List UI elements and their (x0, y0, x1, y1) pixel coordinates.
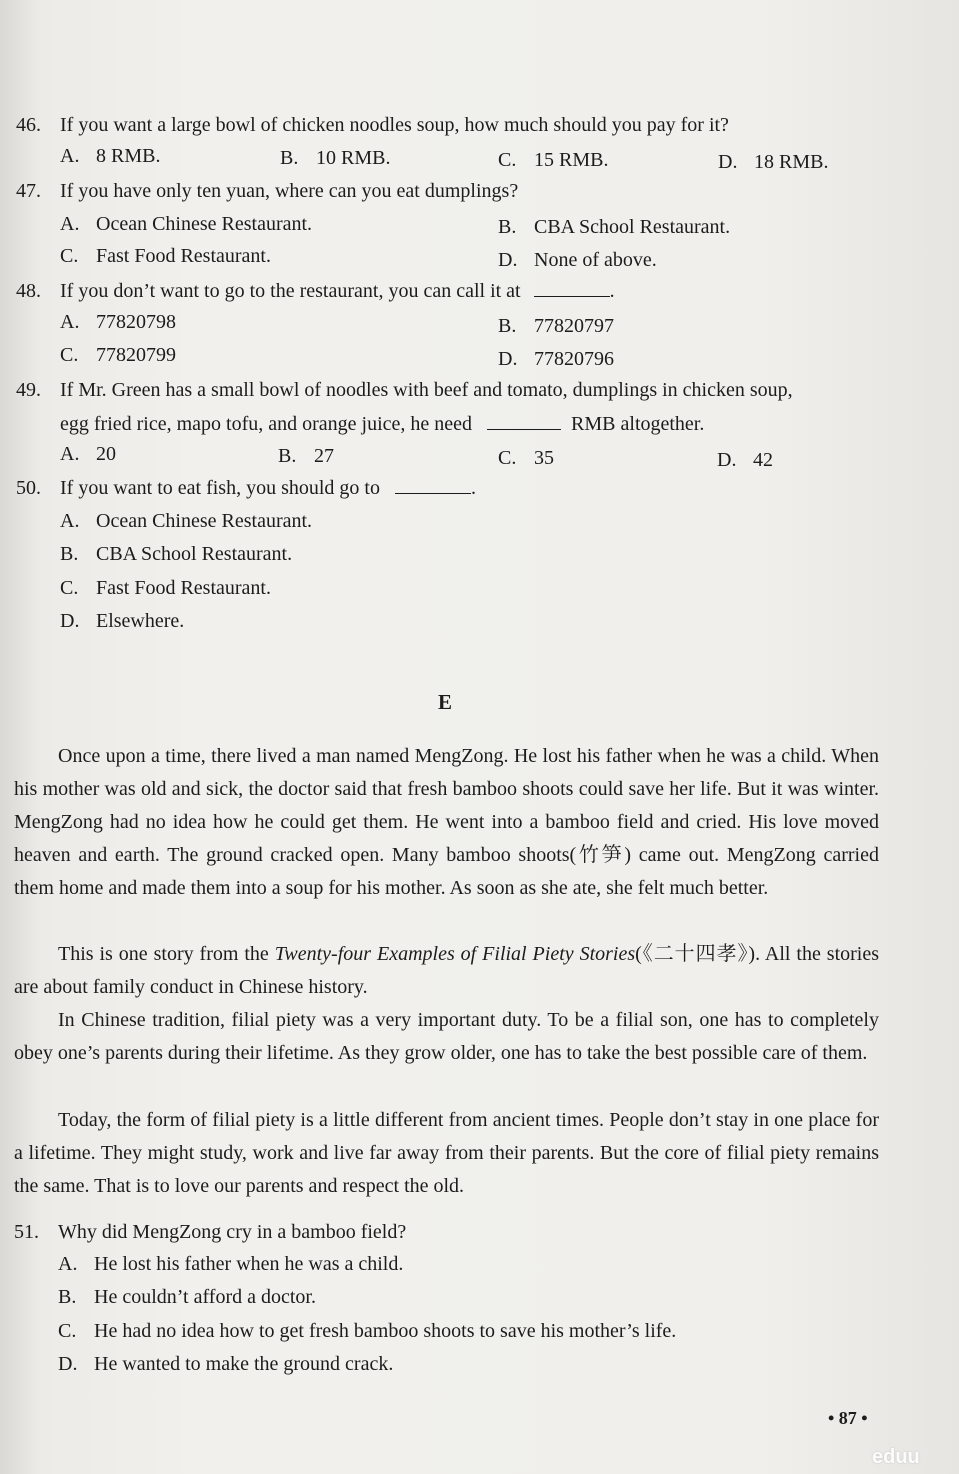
question-text-end: . (470, 477, 476, 499)
option-47-a (60, 210, 312, 238)
section-heading: E (438, 690, 453, 714)
option-50-a (60, 507, 312, 535)
option-50-b (60, 540, 292, 568)
option-49-c (498, 444, 554, 472)
option-50-c (60, 574, 271, 602)
option-47-c (60, 242, 271, 270)
option-48-d (498, 345, 614, 373)
question-50 (16, 474, 476, 502)
option-text: Fast Food Restaurant. (96, 577, 271, 599)
question-text: If Mr. Green has a small bowl of noodles with beef and tomato, dumplings in chicken soup, (60, 379, 793, 401)
passage-paragraph-2 (14, 938, 879, 1004)
option-letter: C. (60, 344, 79, 366)
option-letter: B. (60, 543, 79, 565)
answer-blank (395, 475, 471, 494)
option-letter: A. (60, 510, 80, 532)
option-text: Fast Food Restaurant. (96, 245, 271, 267)
option-text: 42 (753, 449, 773, 471)
option-46-b (280, 144, 390, 172)
option-47-b (498, 213, 730, 241)
option-text: 77820796 (534, 348, 614, 370)
question-text: If you have only ten yuan, where can you eat dumplings? (60, 180, 519, 202)
question-51 (14, 1218, 406, 1246)
option-letter: A. (60, 311, 80, 333)
option-48-b (498, 312, 614, 340)
question-number: 47. (16, 180, 41, 202)
option-text: CBA School Restaurant. (534, 216, 731, 238)
question-number: 49. (16, 379, 41, 401)
option-text: He had no idea how to get fresh bamboo shoots to save his mother’s life. (94, 1320, 677, 1342)
answer-blank (487, 411, 561, 430)
option-51-c (58, 1317, 676, 1345)
option-text: 77820799 (96, 344, 176, 366)
option-51-d (58, 1350, 393, 1378)
option-letter: A. (60, 213, 80, 235)
option-48-a (60, 308, 176, 336)
option-text: He couldn’t afford a doctor. (94, 1286, 316, 1308)
passage-paragraph-3: In Chinese tradition, filial piety was a very important duty. To be a filial son, one has to completely obey one’s parents during their lifetime. As they grow older, one has to take the best possible care of them. (14, 1009, 879, 1064)
option-text: None of above. (534, 249, 657, 271)
option-letter: B. (498, 315, 517, 337)
passage-paragraph-1: Once upon a time, there lived a man named MengZong. He lost his father when he was a child. When his mother was old and sick, the doctor said that fresh bamboo shoots could save her life. But it was winter. MengZong had no idea how he could get them. He went into a bamboo field and cried. His love moved heaven and earth. The ground cracked open. Many bamboo shoots(竹笋) came out. MengZong carried them home and made them into a soup for his mother. As soon as she ate, she felt much better. (14, 745, 879, 899)
option-50-d (60, 607, 184, 635)
option-letter: D. (717, 449, 737, 471)
option-text: He lost his father when he was a child. (94, 1253, 404, 1275)
option-text: Ocean Chinese Restaurant. (96, 213, 313, 235)
question-48 (16, 277, 615, 305)
option-letter: D. (60, 610, 80, 632)
option-text: Ocean Chinese Restaurant. (96, 510, 313, 532)
p2-before: This is one story from the (58, 943, 275, 965)
passage-paragraph-4: Today, the form of filial piety is a little different from ancient times. People don’t stay in one place for a lifetime. They might study, work and live far away from their parents. But the core of filial piety remains the same. That is to love our parents and respect the old. (14, 1109, 879, 1197)
option-text: 18 RMB. (754, 151, 829, 173)
question-text-end: . (609, 280, 615, 302)
option-letter: D. (498, 249, 518, 271)
option-46-d (718, 148, 828, 176)
option-46-a (60, 142, 160, 170)
p2-after: (《二十四孝》). All the stories are about family conduct in Chinese history. (14, 943, 879, 998)
question-46 (16, 111, 729, 139)
option-text: 10 RMB. (316, 147, 391, 169)
option-letter: D. (498, 348, 518, 370)
question-49-line2 (60, 410, 704, 438)
option-text: 20 (96, 443, 116, 465)
option-letter: C. (60, 577, 79, 599)
option-letter: A. (58, 1253, 78, 1275)
question-text: Why did MengZong cry in a bamboo field? (58, 1221, 407, 1243)
option-letter: C. (498, 149, 517, 171)
option-text: CBA School Restaurant. (96, 543, 293, 565)
option-text: 8 RMB. (96, 145, 161, 167)
option-letter: C. (498, 447, 517, 469)
question-47 (16, 177, 518, 205)
question-49 (16, 376, 793, 404)
option-letter: A. (60, 145, 80, 167)
question-text-end: RMB altogether. (571, 413, 705, 435)
question-number: 48. (16, 280, 41, 302)
page-number: • 87 • (828, 1408, 868, 1428)
option-text: 35 (534, 447, 554, 469)
option-51-a (58, 1250, 403, 1278)
option-letter: A. (60, 443, 80, 465)
option-51-b (58, 1283, 316, 1311)
option-text: 77820798 (96, 311, 176, 333)
option-letter: D. (58, 1353, 78, 1375)
question-number: 46. (16, 114, 41, 136)
book-title: Twenty-four Examples of Filial Piety Stories (274, 943, 636, 965)
option-49-d (717, 446, 773, 474)
option-letter: B. (498, 216, 517, 238)
option-text: Elsewhere. (96, 610, 185, 632)
option-text: 15 RMB. (534, 149, 609, 171)
question-text: If you want a large bowl of chicken noodles soup, how much should you pay for it? (60, 114, 729, 136)
option-47-d (498, 246, 657, 274)
option-letter: C. (58, 1320, 77, 1342)
watermark-logo: eduu (872, 1446, 920, 1468)
option-text: 27 (314, 445, 334, 467)
question-text: egg fried rice, mapo tofu, and orange juice, he need (60, 413, 473, 435)
option-46-c (498, 146, 608, 174)
answer-blank (534, 278, 610, 297)
question-number: 51. (14, 1221, 39, 1243)
option-letter: B. (58, 1286, 77, 1308)
question-text: If you don’t want to go to the restaurant, you can call it at (60, 280, 521, 302)
option-text: 77820797 (534, 315, 614, 337)
option-letter: D. (718, 151, 738, 173)
option-letter: B. (278, 445, 297, 467)
option-text: He wanted to make the ground crack. (94, 1353, 394, 1375)
option-49-b (278, 442, 334, 470)
option-letter: B. (280, 147, 299, 169)
question-text: If you want to eat fish, you should go to (60, 477, 380, 499)
option-48-c (60, 341, 176, 369)
option-49-a (60, 440, 116, 468)
question-number: 50. (16, 477, 41, 499)
option-letter: C. (60, 245, 79, 267)
